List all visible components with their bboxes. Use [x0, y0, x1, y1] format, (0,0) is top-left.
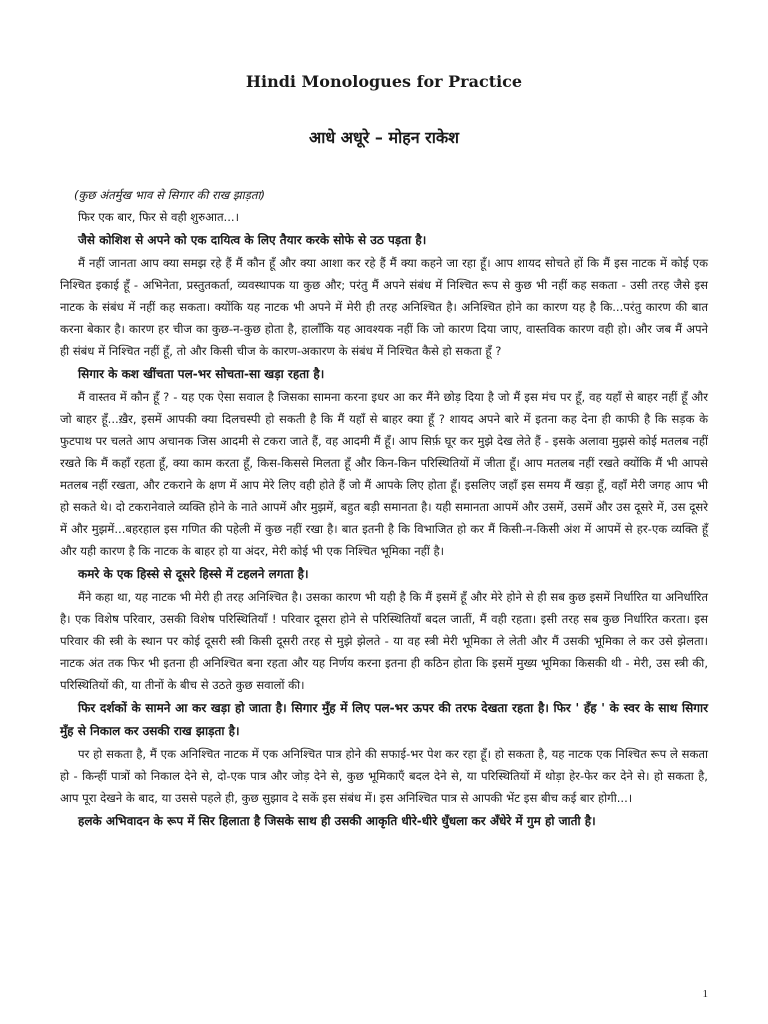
stage-direction: जैसे कोशिश से अपने को एक दायित्व के लिए तैयार करके सोफे से उठ पड़ता है।	[78, 233, 427, 247]
dialogue-paragraph: मैंने कहा था, यह नाटक भी मेरी ही तरह अनिश्चित है। उसका कारण भी यही है कि मैं इसमें हूँ और मेरे होने से ही सब कुछ इसमें निर्धारित या अनिर्धारित है। एक विशेष परिवार, उसकी विशेष परिस्थितियाँ ! परिवार दूसरा होने से परिस्थितियाँ बदल जातीं, मैं वही रहता। इसी तरह सब कुछ निर्धारित करता। इस परिवार की स्त्री के स्थान पर कोई दूसरी स्त्री किसी दूसरी तरह से मुझे झेलते - या वह स्त्री मेरी भूमिका ले लेती और मैं उसकी भूमिका ले कर उसे झेलता। नाटक अंत तक फिर भी इतना ही अनिश्चित बना रहता और यह निर्णय करना इतना ही कठिन होता कि इसमें मुख्य भूमिका किसकी थी - मेरी, उस स्त्री की, परिस्थितियों की, या तीनों के बीच से उठते कुछ सवालों की।	[60, 590, 708, 692]
stage-direction: सिगार के कश खींचता पल-भर सोचता-सा खड़ा रहता है।	[78, 367, 325, 381]
stage-direction: फिर दर्शकों के सामने आ कर खड़ा हो जाता है। सिगार मुँह में लिए पल-भर ऊपर की तरफ देखता रहता है। फिर ' हँह ' के स्वर के साथ सिगार मुँह से निकाल कर उसकी राख झाड़ता है।	[60, 701, 708, 738]
dialogue-paragraph: पर हो सकता है, मैं एक अनिश्चित नाटक में एक अनिश्चित पात्र होने की सफाई-भर पेश कर रहा हूँ। हो सकता है, यह नाटक एक निश्चित रूप ले सकता हो - किन्हीं पात्रों को निकाल देने से, दो-एक पात्र और जोड़ देने से, कुछ भूमिकाएँ बदल देने से, या परिस्थितियों में थोड़ा हेर-फेर कर देने से। हो सकता है, आप पूरा देखने के बाद, या उससे पहले ही, कुछ सुझाव दे सकें इस संबंध में। इस अनिश्चित पात्र से आपकी भेंट इस बीच कई बार होगी...।	[60, 747, 708, 805]
document-subtitle: आधे अधूरे – मोहन राकेश	[308, 128, 460, 147]
stage-direction: (कुछ अंतर्मुख भाव से सिगार की राख झाड़ता)	[74, 188, 266, 202]
stage-direction: कमरे के एक हिस्से से दूसरे हिस्से में टहलने लगता है।	[78, 567, 309, 581]
monologue-body	[60, 184, 708, 833]
page-number: 1	[702, 988, 708, 1000]
dialogue-line: फिर एक बार, फिर से वही शुरुआत...।	[78, 210, 240, 224]
dialogue-paragraph: मैं वास्तव में कौन हूँ ? - यह एक ऐसा सवाल है जिसका सामना करना इधर आ कर मैंने छोड़ दिया है जो मैं इस मंच पर हूँ, वह यहाँ से बाहर नहीं हूँ और जो बाहर हूँ...ख़ैर, इसमें आपकी क्या दिलचस्पी हो सकती है कि मैं यहाँ से बाहर क्या हूँ ? शायद अपने बारे में इतना कह देना ही काफी है कि सड़क के फुटपाथ पर चलते आप अचानक जिस आदमी से टकरा जाते हैं, वह आदमी मैं हूँ। आप सिर्फ़ घूर कर मुझे देख लेते हैं - इसके अलावा मुझसे कोई मतलब नहीं रखते कि मैं कहाँ रहता हूँ, क्या काम करता हूँ, किस-किससे मिलता हूँ और किन-किन परिस्थितियों में जीता हूँ। आप मतलब नहीं रखते क्योंकि मैं भी आपसे मतलब नहीं रखता, और टकराने के क्षण में आप मेरे लिए वही होते हैं जो मैं आपके लिए होता हूँ। इसलिए जहाँ इस समय मैं खड़ा हूँ, वहाँ मेरी जगह आप भी हो सकते थे। दो टकरानेवाले व्यक्ति होने के नाते आपमें और मुझमें, बहुत बड़ी समानता है। यही समानता आपमें और उसमें, उसमें और उस दूसरे में, उस दूसरे में और मुझमें...बहरहाल इस गणित की पहेली में कुछ नहीं रखा है। बात इतनी है कि विभाजित हो कर मैं किसी-न-किसी अंश में आपमें से हर-एक व्यक्ति हूँ और यही कारण है कि नाटक के बाहर हो या अंदर, मेरी कोई भी एक निश्चित भूमिका नहीं है।	[60, 390, 709, 558]
stage-direction: हलके अभिवादन के रूप में सिर हिलाता है जिसके साथ ही उसकी आकृति धीरे-धीरे धुँधला कर अँधेरे में गुम हो जाती है।	[78, 814, 596, 828]
document-title: Hindi Monologues for Practice	[245, 72, 523, 91]
dialogue-paragraph: मैं नहीं जानता आप क्या समझ रहे हैं मैं कौन हूँ और क्या आशा कर रहे हैं मैं क्या कहने जा रहा हूँ। आप शायद सोचते हों कि मैं इस नाटक में कोई एक निश्चित इकाई हूँ - अभिनेता, प्रस्तुतकर्ता, व्यवस्थापक या कुछ और; परंतु मैं अपने संबंध में निश्चित रूप से कुछ भी नहीं कह सकता - उसी तरह जैसे इस नाटक के संबंध में नहीं कह सकता। क्योंकि यह नाटक भी अपने में मेरी ही तरह अनिश्चित है। अनिश्चित होने का कारण यह है कि...परंतु कारण की बात करना बेकार है। कारण हर चीज का कुछ-न-कुछ होता है, हालाँकि यह आवश्यक नहीं कि जो कारण दिया जाए, वास्तविक कारण वही हो। और जब मैं अपने ही संबंध में निश्चित नहीं हूँ, तो और किसी चीज के कारण-अकारण के संबंध में निश्चित कैसे हो सकता हूँ ?	[60, 256, 708, 358]
